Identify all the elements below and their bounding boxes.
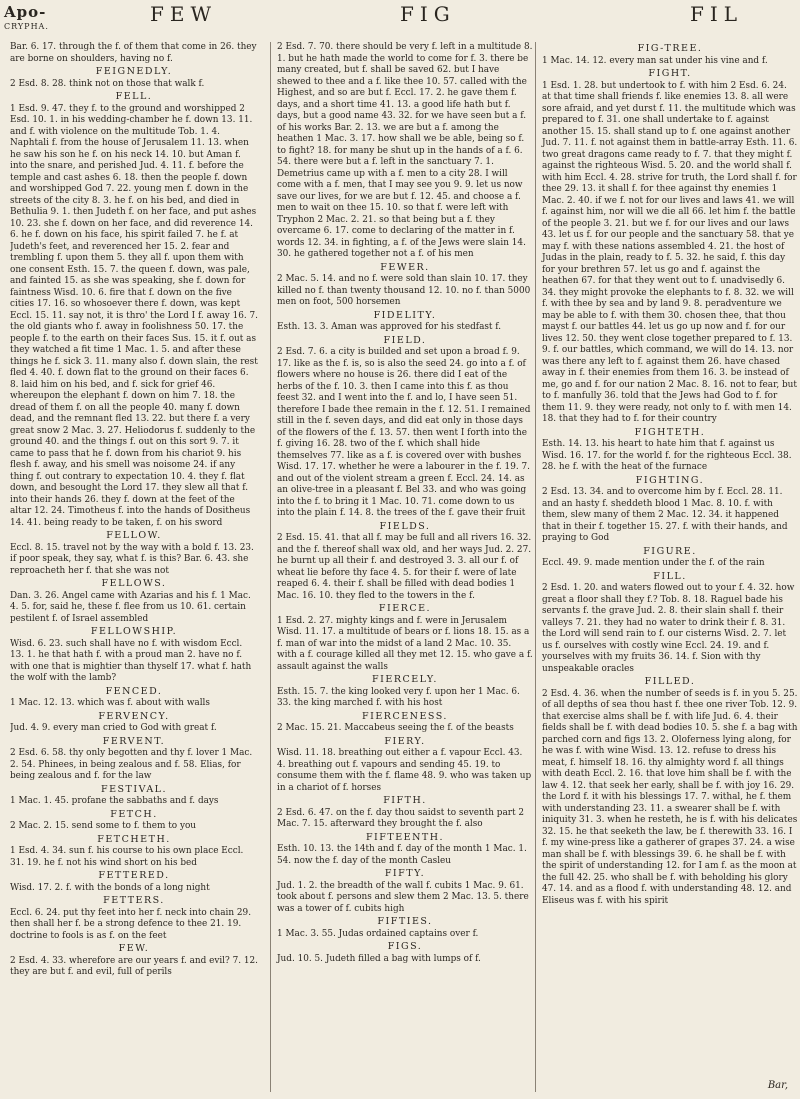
entry-citations: Wisd. 11. 18. breathing out either a f. vapour Eccl. 43. 4. breathing out f. vapours and sending 45. 19. to consume them with the f. flame 48. 9. who was taken up in a chariot of f. horses — [277, 748, 532, 793]
entry-headword: FIGS. — [387, 941, 423, 952]
entry-headword: FIFTY. — [384, 868, 426, 879]
entry-citations: Esth. 13. 3. Aman was approved for his stedfast f. — [277, 322, 502, 332]
entry-headword: FELLOWSHIP. — [90, 626, 178, 637]
entry-citations: 2 Esd. 7. 70. there should be very f. left in a multitude 8. 1. but he hath made the world to come for f. 3. there be many created, but f. shall be saved 62. but I have shewed to thee and a f. like thee 10. 57. called with the Highest, and so are but f. Eccl. 17. 2. he gave them f. days, and a short time 41. 13. a good life hath but f. days, but a good name 43. 32. for we have seen but a f. of his works Bar. 2. 13. we are but a f. among the heathen 1 Mac. 3. 17. how shall we be able, being so f. to fight? 18. for many be shut up in the hands of a f. 6. 54. there were but a f. left in the sanctuary 7. 1. Demetrius came up with a f. men to a city 28. I will come with a f. men, that I may see you 9. 9. let us now save our lives, for we are but f. 12. 45. and choose a f. men to wait on thee 15. 10. so that f. were left with Tryphon 2 Mac. 2. 21. so that being but a f. they overcame 6. 17. come to declaring of the matter in f. words 12. 34. in fighting, a f. of the Jews were slain 14. 30. he gathered together not a f. of his men — [277, 42, 533, 259]
entry-headword: FENCED. — [105, 685, 163, 697]
entry-headword: FERVENT. — [102, 735, 166, 747]
entry-headword: FETTERED. — [98, 870, 170, 881]
entry-headword: FESTIVAL. — [100, 783, 168, 795]
entry-headword: FIELD. — [383, 334, 427, 346]
entry-citations: Eccl. 6. 24. put thy feet into her f. neck into chain 29. then shall her f. be a strong defence to thee 21. 19. doctrine to fools is as f. on the feet — [10, 907, 252, 941]
column-3 — [535, 42, 798, 1092]
column-1 — [10, 42, 258, 1092]
entry-headword: FETTERS. — [103, 895, 165, 906]
entry-citations: 1 Mac. 12. 13. which was f. about with walls — [10, 698, 210, 708]
running-head-word-1: FEW — [150, 2, 218, 26]
entry-headword: FIGHTETH. — [634, 426, 706, 438]
running-head-word-3: FIL — [690, 2, 744, 26]
entry-headword: FIFTIES. — [377, 916, 433, 927]
column-2 — [270, 42, 533, 1092]
entry-headword: FIFTH. — [383, 795, 427, 806]
entry-headword: FETCH. — [110, 808, 158, 820]
entry-headword: FEW. — [118, 943, 150, 954]
entry-citations: Dan. 3. 26. Angel came with Azarias and his f. 1 Mac. 4. 5. for, said he, these f. flee from us 10. 61. certain pestilent f. of Israel assembled — [10, 590, 251, 624]
entry-headword: FILLED. — [644, 676, 696, 687]
entry-citations: 1 Esd. 9. 47. they f. to the ground and worshipped 2 Esd. 10. 1. in his wedding-chamber he f. down 13. 11. and f. with violence on the multitude Tob. 1. 4. Naphtali f. from the house of Jerusalem 11. 13. when he saw his son he f. on his neck 14. 10. but Aman f. into the snare, and perished Jud. 4. 11. f. before the temple and cast ashes 6. 18. then the people f. down and worshipped God 7. 22. young men f. down in the streets of the city 8. 3. he f. on his bed, and died in Bethulia 9. 1. then Judeth f. on her face, and put ashes 10. 23. she f. down on her face, and did reverence 14. 6. he f. down on his face, his spirit failed 7. he f. at Judeth's feet, and reverenced her 15. 2. fear and trembling f. upon them 5. they all f. upon them with one consent Esth. 15. 7. the queen f. down, was pale, and fainted 15. as she was speaking, she f. down for faintness Wisd. 10. 6. fire that f. down on the five cities 17. 16. so whosoever there f. down, was kept Eccl. 15. 11. say not, it is thro' the Lord I f. away 16. 7. the old giants who f. away in foolishness 50. 17. the people f. to the earth on their faces Sus. 15. it f. out as they watched a fit time 1 Mac. 1. 5. and after these things he f. sick 3. 11. many also f. down slain, the rest fled 4. 40. f. down flat to the ground on their faces 6. 8. laid him on his bed, and f. sick for grief 46. whereupon the elephant f. down on him 7. 18. the dread of them f. on all the people 40. many f. down dead, and the remnant fled 13. 22. but there f. a very great snow 2 Mac. 3. 27. Heliodorus f. suddenly to the ground 40. and the things f. out on this sort 9. 7. it came to pass that he f. down from his chariot 9. his flesh f. away, and his smell was noisome 24. if any thing f. out contrary to expectation 10. 4. they f. flat down, and besought the Lord 17. they slew all that f. into their hands 26. they f. down at the feet of the altar 12. 24. Timotheus f. into the hands of Dositheus 14. 41. being ready to be taken, f. on his sword — [10, 103, 258, 528]
entry-headword: FERVENCY. — [98, 710, 170, 722]
entry-citations: 2 Mac. 15. 21. Maccabeus seeing the f. of the beasts — [277, 723, 514, 733]
entry-headword: FELLOW. — [106, 530, 162, 541]
entry-citations: Wisd. 6. 23. such shall have no f. with wisdom Eccl. 13. 1. he that hath f. with a proud man 2. have no f. with one that is mightier than thyself 17. what f. hath the wolf with the lamb? — [10, 638, 252, 683]
catchword: Bar, — [767, 1080, 788, 1091]
entry-headword: FIERCENESS. — [362, 710, 448, 722]
entry-headword: FELL. — [115, 91, 153, 102]
entry-headword: FILL. — [653, 570, 687, 582]
entry-headword: FIERCE. — [378, 603, 432, 614]
entry-citations: Esth. 14. 13. his heart to hate him that f. against us Wisd. 16. 17. for the world f. for the righteous Eccl. 38. 28. he f. with the heat of the furnace — [542, 439, 792, 472]
running-head-word-2: FIG — [400, 2, 456, 26]
entry-citations: 1 Esd. 4. 34. sun f. his course to his own place Eccl. 31. 19. he f. not his wind short on his bed — [10, 846, 244, 868]
entry-citations: Jud. 4. 9. every man cried to God with great f. — [10, 723, 217, 733]
entry-citations: 1 Esd. 2. 27. mighty kings and f. were in Jerusalem Wisd. 11. 17. a multitude of bears or f. lions 18. 15. as a f. man of war into the midst of a land 2 Mac. 10. 35. with a f. courage killed all they met 12. 15. who gave a f. assault against the walls — [277, 615, 533, 672]
entry-citations: Eccl. 49. 9. made mention under the f. of the rain — [542, 558, 765, 568]
entry-citations: 1 Mac. 1. 45. profane the sabbaths and f. days — [10, 796, 219, 806]
entry-citations: Wisd. 17. 2. f. with the bonds of a long night — [10, 882, 210, 893]
entry-headword: FIERCELY. — [372, 674, 438, 685]
entry-citations: 2 Esd. 7. 6. a city is builded and set upon a broad f. 9. 17. like as the f. is, so is also the seed 24. go into a f. of flowers where no house is 26. there did I eat of the herbs of the f. 10. 3. then I came into this f. as thou feest 32. and I went into the f. and lo, I have seen 51. therefore I bade thee remain in the f. 12. 51. I remained still in the f. seven days, and did eat only in those days of the flowers of the f. 13. 57. then went I forth into the f. giving 16. 28. two of the f. which shall hide themselves 77. like as a f. is covered over with bushes Wisd. 17. 17. whether he were a labourer in the f. 19. 7. and out of the violent stream a green f. Eccl. 24. 14. as an olive-tree in a pleasant f. Bel 33. and who was going into the f. to bring it 1 Mac. 10. 71. come down to us into the plain f. 14. 8. the trees of the f. gave their fruit — [277, 347, 531, 518]
entry-citations: Jud. 10. 5. Judeth filled a bag with lumps of f. — [277, 953, 481, 964]
entry-citations: 1 Mac. 14. 12. every man sat under his vine and f. — [542, 55, 768, 66]
entry-citations: 2 Esd. 6. 58. thy only begotten and thy f. lover 1 Mac. 2. 54. Phinees, in being zealous and f. 58. Elias, for being zealous and f. for the law — [10, 748, 253, 781]
entry-citations: 2 Esd. 6. 47. on the f. day thou saidst to seventh part 2 Mac. 7. 15. afterward they brought the f. also — [277, 807, 525, 829]
entry-headword: FIGHT. — [648, 68, 692, 79]
entry-citations: 2 Esd. 15. 41. that all f. may be full and all rivers 16. 32. and the f. thereof shall wax old, and her ways Jud. 2. 27. he burnt up all their f. and destroyed 3. 3. all our f. of wheat lie before thy face 4. 5. for their f. were of late reaped 6. 4. their f. shall be filled with dead bodies 1 Mac. 16. 10. they fled to the towers in the f. — [277, 533, 532, 601]
entry-headword: FIGURE. — [643, 545, 697, 557]
entry-headword: FIDELITY. — [373, 309, 437, 321]
entry-headword: FEIGNEDLY. — [95, 66, 173, 77]
entry-citations: 2 Esd. 8. 28. think not on those that walk f. — [10, 78, 205, 89]
entry-headword: FIGHTING. — [635, 474, 705, 486]
running-head-section-sub: CRYPHA. — [4, 22, 49, 31]
entry-citations: 2 Esd. 4. 36. when the number of seeds is f. in you 5. 25. of all depths of sea thou hast f. thee one river Tob. 12. 9. that exercise alms shall be f. with life Jud. 6. 4. their fields shall be f. with dead bodies 10. 5. she f. a bag with parched corn and figs 13. 2. Oloferness lying along, for he was f. with wine Wisd. 13. 12. refuse to dress his meat, f. himself 18. 16. thy almighty word f. all things with death Eccl. 2. 16. that love him shall be f. with the law 4. 12. that seek her early, shall be f. with joy 16. 29. the Lord f. it with his blessings 17. 7. withal, he f. them with understanding 23. 11. a swearer shall be f. with iniquity 31. 3. when he resteth, he is f. with his delicates 32. 15. he that seeketh the law, be f. therewith 33. 16. I f. my wine-press like a gatherer of grapes 37. 24. a wise man shall be f. with blessings 39. 6. he shall be f. with the spirit of understanding 12. for I am f. as the moon at the full 42. 25. who shall be f. with beholding his glory 47. 14. and as a flood f. with understanding 48. 12. and Eliseus was f. with his spirit — [542, 688, 798, 906]
entry-citations: Esth. 15. 7. the king looked very f. upon her 1 Mac. 6. 33. the king marched f. with his host — [277, 686, 520, 708]
entry-headword: FIG-TREE. — [637, 43, 703, 54]
entry-citations: Bar. 6. 17. through the f. of them that come in 26. they are borne on shoulders, having no f. — [10, 42, 257, 64]
entry-citations: 1 Mac. 3. 55. Judas ordained captains over f. — [277, 928, 479, 939]
entry-citations: Jud. 1. 2. the breadth of the wall f. cubits 1 Mac. 9. 61. took about f. persons and slew them 2 Mac. 13. 5. there was a tower of f. cubits high — [277, 880, 529, 914]
entry-citations: 2 Esd. 13. 34. and to overcome him by f. Eccl. 28. 11. and an hasty f. sheddeth blood 1 Mac. 8. 10. f. with them, slew many of them 2 Mac. 12. 34. it happened that in their f. together 15. 27. f. with their hands, and praying to God — [542, 487, 788, 543]
entry-citations: 2 Esd. 1. 20. and waters flowed out to your f. 4. 32. how great a floor shall they f.? Tob. 8. 18. Raguel bade his servants f. the grave Jud. 2. 8. their slain shall f. their valleys 7. 21. they had no water to drink their f. 8. 31. the Lord will send rain to f. our cisterns Wisd. 2. 7. let us f. ourselves with costly wine Eccl. 24. 19. and f. yourselves with my fruits 36. 14. f. Sion with thy unspeakable oracles — [542, 583, 795, 674]
entry-citations: Esth. 10. 13. the 14th and f. day of the month 1 Mac. 1. 54. now the f. day of the month Casleu — [277, 844, 527, 866]
entry-citations: 1 Esd. 1. 28. but undertook to f. with him 2 Esd. 6. 24. at that time shall friends f. like enemies 13. 8. all were sore afraid, and yet durst f. 11. the multitude which was prepared to f. 31. one shall undertake to f. against another 15. 15. shall stand up to f. one against another Jud. 7. 11. f. not against them in battle-array Esth. 11. 6. two great dragons came ready to f. 7. that they might f. against the righteous Wisd. 5. 20. and the world shall f. with him Eccl. 4. 28. strive for truth, the Lord shall f. for thee 29. 13. it shall f. for thee against thy enemies 1 Mac. 2. 40. if we f. not for our lives and laws 41. we will f. against him, nor will we die all 66. let him f. the battle of the people 3. 21. but we f. for our lives and our laws 43. let us f. for our people and the sanctuary 58. that ye may f. with these nations assembled 4. 21. the host of Judas in the plain, ready to f. 5. 32. he said, f. this day for your brethren 57. let us go and f. against the heathen 67. for that they went out to f. unadvisedly 6. 34. they might provoke the elephants to f. 8. 32. we will f. with thee by sea and by land 9. 8. peradventure we may be able to f. with them 30. chosen thee, that thou mayst f. our battles 44. let us go up now and f. for our lives 12. 50. they went close together prepared to f. 13. 9. f. our battles, which command, we will do 14. 13. nor was there any left to f. against them 26. have chased away in f. their enemies from them 16. 3. be instead of me, go and f. for our nation 2 Mac. 8. 16. not to fear, but to f. manfully 36. told that the Jews had God to f. for them 11. 9. they were ready, not only to f. with men 14. 18. that they had to f. for their country — [542, 80, 798, 424]
running-head-section: Apo- — [4, 3, 47, 21]
running-head — [0, 0, 800, 40]
entry-citations: 2 Mac. 5. 14. and no f. were sold than slain 10. 17. they killed no f. than twenty thousand 12. 10. no f. than 5000 men on foot, 500 horsemen — [277, 274, 531, 307]
entry-headword: FETCHETH. — [97, 833, 171, 845]
entry-headword: FIERY. — [384, 735, 426, 747]
entry-headword: FIELDS. — [379, 520, 431, 532]
entry-headword: FEWER. — [380, 261, 430, 273]
entry-citations: 2 Esd. 4. 33. wherefore are our years f. and evil? 7. 12. they are but f. and evil, full of perils — [10, 955, 258, 977]
entry-citations: 2 Mac. 2. 15. send some to f. them to you — [10, 821, 197, 831]
entry-headword: FIFTEENTH. — [365, 831, 445, 843]
entry-citations: Eccl. 8. 15. travel not by the way with a bold f. 13. 23. if poor speak, they say, what f. is this? Bar. 6. 43. she reproacheth her f. that she was not — [10, 542, 254, 576]
entry-headword: FELLOWS. — [101, 578, 167, 589]
